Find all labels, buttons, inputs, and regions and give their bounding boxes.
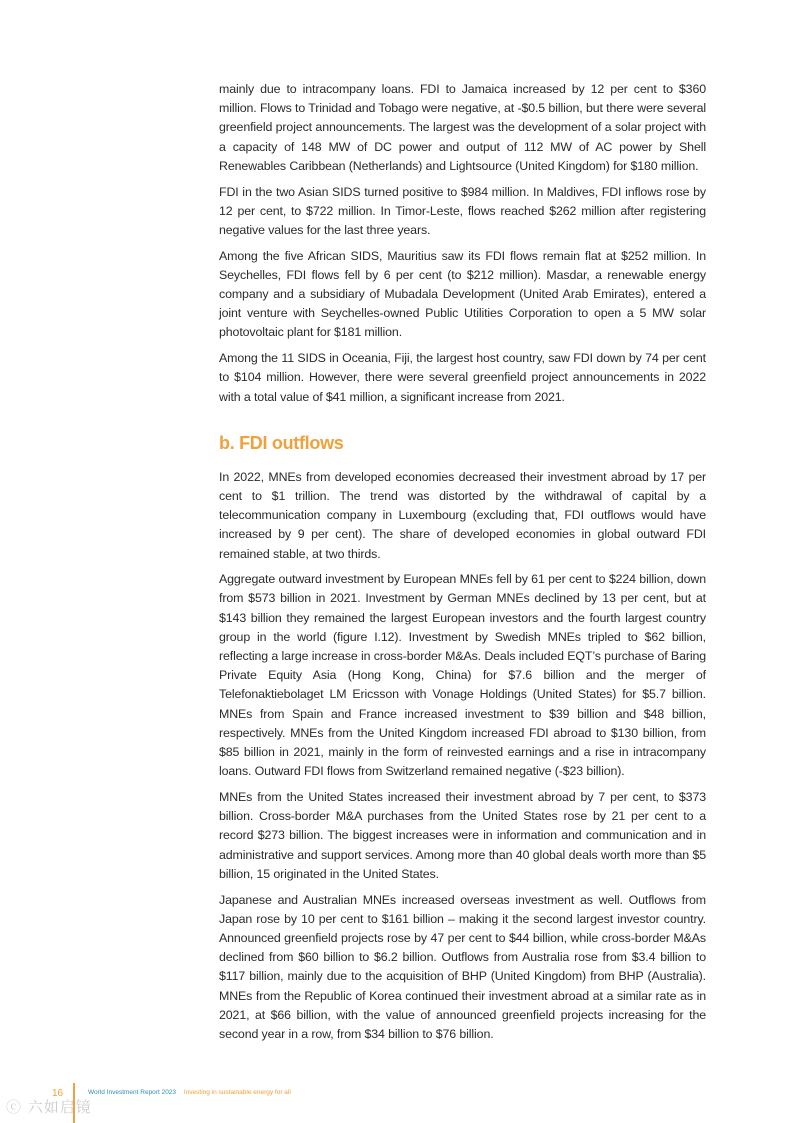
paragraph-african-sids: Among the five African SIDS, Mauritius saw its FDI flows remain flat at $252 million. In Seychelles, FDI flows fell by 6 per cent (to $212 million). Masdar, a renewable energy company and a subsidiary of Mubadala Development (United Arab Emirates), entered a joint venture with Seychelles-owned Public Utilities Corporation to open a 5 MW solar photovoltaic plant for $181 million. (219, 248, 706, 340)
paragraph-developed-economies: In 2022, MNEs from developed economies decreased their investment abroad by 17 per cent to $1 trillion. The trend was distorted by the withdrawal of capital by a telecommunication company in Luxembourg (excluding that, FDI outflows would have increased by 9 per cent). The share of developed economies in global outward FDI remained stable, at two thirds. (219, 469, 706, 561)
page-number: 16 (52, 1088, 64, 1099)
watermark: ⓒ 六如启镜 (6, 1098, 92, 1116)
page-footer (0, 1080, 793, 1122)
paragraph-asian-sids: FDI in the two Asian SIDS turned positive to $984 million. In Maldives, FDI inflows rose by 12 per cent, to $722 million. In Timor-Leste, flows reached $262 million after registering negative values for the last three years. (219, 184, 706, 237)
main-content (219, 80, 706, 1051)
paragraph-caribbean-sids: mainly due to intracompany loans. FDI to Jamaica increased by 12 per cent to $360 million. Flows to Trinidad and Tobago were negative, at -$0.5 billion, but there were several greenfield project announcements. The largest was the development of a solar project with a capacity of 148 MW of DC power and output of 112 MW of AC power by Shell Renewables Caribbean (Netherlands) and Lightsource (United Kingdom) for $180 million. (219, 82, 706, 173)
footer-running-title (88, 1089, 291, 1096)
footer-report-title: World Investment Report 2023 (88, 1089, 177, 1096)
paragraph-japan-australia-mnes: Japanese and Australian MNEs increased overseas investment as well. Outflows from Japan rose by 10 per cent to $161 billion – making it the second largest investor country. Announced greenfield projects rose by 47 per cent to $44 billion, while cross-border M&As declined from $60 billion to $6.2 billion. Outflows from Australia rose from $3.4 billion to $117 billion, mainly due to the acquisition of BHP (United Kingdom) from BHP (Australia). MNEs from the Republic of Korea continued their investment abroad at a similar rate as in 2021, at $66 billion, with the value of announced greenfield projects increasing for the second year in a row, from $34 billion to $76 billion. (219, 892, 706, 1041)
footer-theme: Investing in sustainable energy for all (183, 1089, 291, 1096)
paragraph-united-states-mnes: MNEs from the United States increased their investment abroad by 7 per cent, to $373 billion. Cross-border M&A purchases from the United States rose by 21 per cent to a record $273 billion. The biggest increases were in information and communication and in administrative and support services. Among more than 40 global deals worth more than $5 billion, 15 originated in the United States. (219, 790, 706, 881)
paragraph-oceania-sids: Among the 11 SIDS in Oceania, Fiji, the largest host country, saw FDI down by 74 per cent to $104 million. However, there were several greenfield project announcements in 2022 with a total value of $41 million, a significant increase from 2021. (219, 351, 706, 404)
section-heading-fdi-outflows: b. FDI outflows (219, 432, 344, 453)
paragraph-european-mnes: Aggregate outward investment by European MNEs fell by 61 per cent to $224 billion, down from $573 billion in 2021. Investment by German MNEs declined by 13 per cent, but at $143 billion they remained the largest European investors and the fourth largest country group in the world (figure I.12). Investment by Swedish MNEs tripled to $62 billion, reflecting a large increase in cross-border M&As. Deals included EQT’s purchase of Baring Private Equity Asia (Hong Kong, China) for $7.6 billion and the merger of Telefonaktiebolaget LM Ericsson with Vonage Holdings (United States) for $5.7 billion. MNEs from Spain and France increased investment to $39 billion and $48 billion, respectively. MNEs from the United Kingdom increased FDI abroad to $130 billion, from $85 billion in 2021, mainly in the form of reinvested earnings and a rise in intracompany loans. Outward FDI flows from Switzerland remained negative (-$23 billion). (219, 572, 707, 779)
